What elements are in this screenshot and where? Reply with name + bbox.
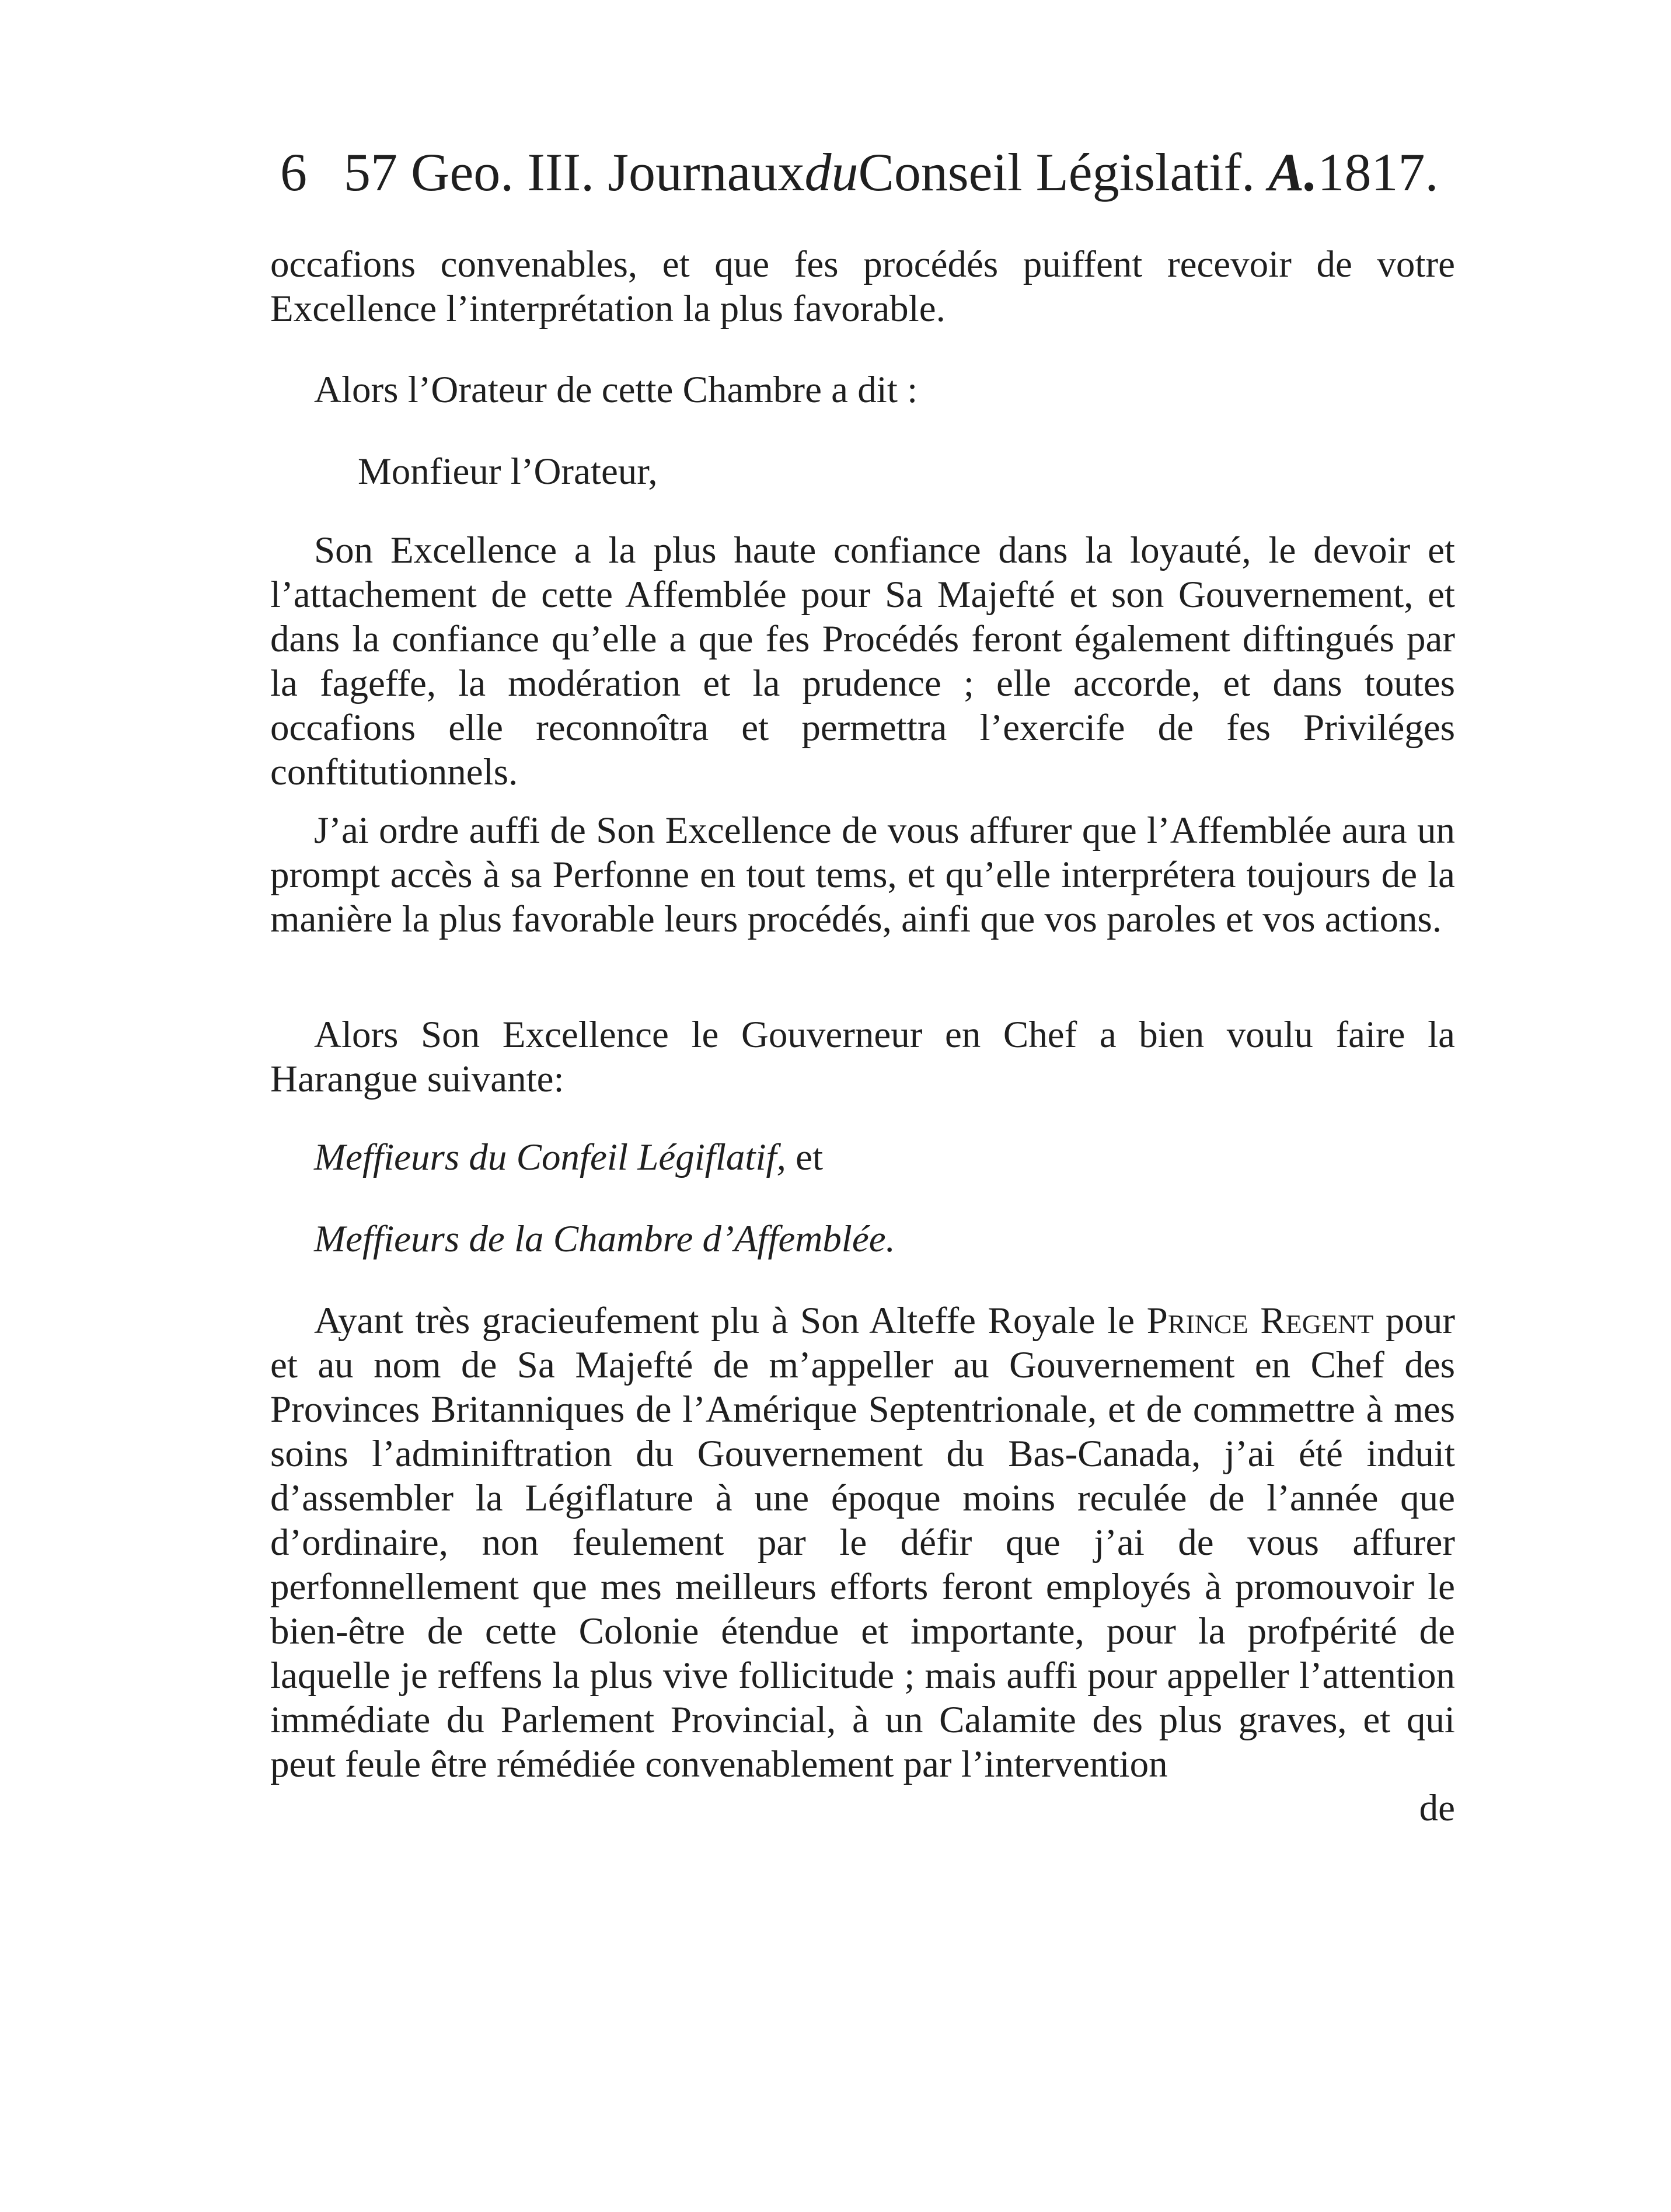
paragraph-assurance: J’ai ordre auffi de Son Excellence de vous affurer que l’Affemblée aura un prompt accès à sa Perfonne en tout tems, et qu’elle interprétera toujours de la manière la plus favorable leurs procédés, ainfi que vos paroles et vos actions. xyxy=(270,810,1455,940)
paragraph-continuation: occafions convenables, et que fes procédés puiffent recevoir de votre Excellence l’interprétation la plus favorable. xyxy=(270,243,1455,330)
address-conjunction: et xyxy=(796,1136,824,1178)
page-number: 6 xyxy=(280,142,307,202)
paragraph-salutation: Monfieur l’Orateur, xyxy=(358,451,658,493)
address-assembly: Meffieurs de la Chambre d’Affemblée. xyxy=(314,1218,895,1260)
catchword: de xyxy=(1419,1787,1455,1829)
address-council-text: Meffieurs du Confeil Légiflatif, xyxy=(314,1136,786,1178)
header-year: 1817. xyxy=(1317,142,1439,202)
speech-text-start: Ayant très gracieufement plu à Son Alteffe Royale le xyxy=(314,1300,1135,1342)
paragraph-speech xyxy=(270,1299,1455,1787)
header-du: du xyxy=(804,142,859,202)
header-conseil: Conseil Législatif. xyxy=(858,142,1255,202)
speech-text-rest: pour et au nom de Sa Majefté de m’appeller au Gouvernement en Chef des Provinces Britanniques de l’Amérique Septentrionale, et de commettre à mes soins l’adminiftration du Gouvernement du Bas-Canada, j’ai été induit d’assembler la Légiflature à une époque moins reculée de l’année que d’ordinaire, non feulement par le défir que j’ai de vous affurer perfonnellement que mes meilleurs efforts feront employés à promouvoir le bien-être de cette Colonie étendue et importante, pour la profpérité de laquelle je reffens la plus vive follicitude ; mais auffi pour appeller l’attention immédiate du Parlement Provincial, à un Calamite des plus graves, et qui peut feule être rémédiée convenablement par l’intervention xyxy=(270,1300,1456,1785)
paragraph-harangue-intro: Alors Son Excellence le Gouverneur en Chef a bien voulu faire la Harangue suivante: xyxy=(270,1014,1455,1100)
paragraph-confidence: Son Excellence a la plus haute confiance dans la loyauté, le devoir et l’attachement de cette Affemblée pour Sa Majefté et son Gouvernement, et dans la confiance qu’elle a que fes Procédés feront également diftingués par la fageffe, la modération et la prudence ; elle accorde, et dans toutes occafions elle reconnoîtra et permettra l’exercife de fes Priviléges conftitutionnels. xyxy=(270,529,1455,793)
header-a: A. xyxy=(1268,142,1318,202)
header-regnal-year: 57 Geo. III. xyxy=(344,142,595,202)
speech-prince-regent: Prince Regent xyxy=(1146,1300,1374,1342)
running-header xyxy=(280,134,1459,210)
address-council xyxy=(270,1135,1455,1180)
paragraph-orator-intro: Alors l’Orateur de cette Chambre a dit : xyxy=(314,369,918,411)
header-journaux: Journaux xyxy=(608,142,805,202)
